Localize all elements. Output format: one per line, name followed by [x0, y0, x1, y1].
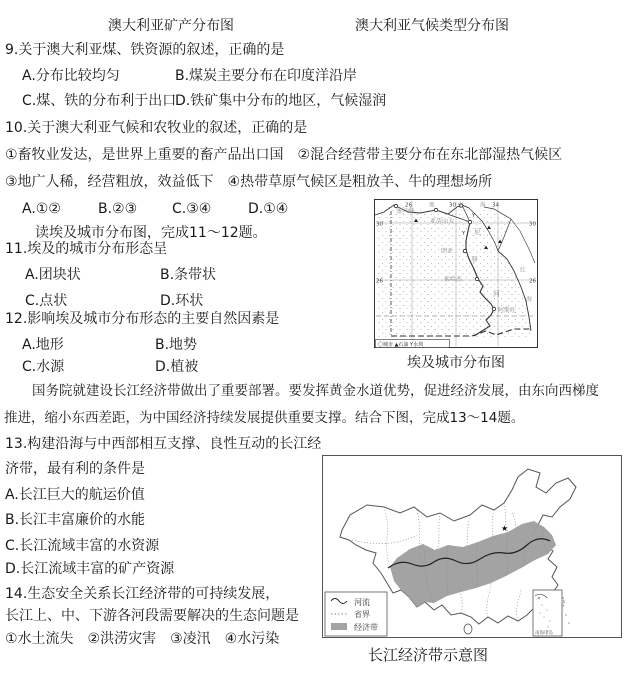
legend-belt-label: 经济带 — [354, 623, 378, 632]
q14-options: ①水土流失 ②洪涝灾害 ③凌汛 ④水污染 — [5, 631, 280, 647]
q10-answer-b: B.②③ — [98, 201, 138, 217]
caption-australia-climate: 澳大利亚气候类型分布图 — [355, 18, 509, 34]
lat-30-right: 30 — [529, 221, 536, 228]
q10-answer-d: D.①④ — [248, 201, 289, 217]
q9-option-d: D.铁矿集中分布的地区，气候湿润 — [175, 93, 387, 109]
q11-option-b: B.条带状 — [160, 267, 217, 283]
q10-statements-34: ③地广人稀，经营粗放，效益低下 ④热带草原气候区是粗放羊、牛的理想场所 — [5, 174, 493, 190]
lat-30-left: 30 — [376, 221, 383, 228]
q13-option-a: A.长江巨大的航运价值 — [5, 487, 145, 503]
q12-option-c: C.水源 — [22, 359, 65, 375]
q14-stem-line2: 长江上、中、下游各河段需要解决的生态问题是 — [5, 608, 299, 624]
lon-34-label: 34 — [492, 202, 499, 209]
island-dot — [568, 622, 569, 623]
south-sea-inset — [533, 590, 562, 636]
china-map-figure — [322, 455, 622, 638]
q11-option-d: D.环状 — [160, 293, 204, 309]
nile-char-1: 尼 — [474, 228, 481, 236]
q13-option-b: B.长江丰富廉价的水能 — [5, 512, 146, 528]
q10-answer-c: C.③④ — [172, 201, 212, 217]
egypt-intro-line: 读埃及城市分布图，完成11～12题。 — [35, 225, 267, 241]
lat-26-right: 26 — [529, 278, 536, 285]
dam-icon: Y — [462, 231, 466, 237]
q11-option-a: A.团块状 — [25, 267, 81, 283]
dam-icon: Y — [472, 213, 476, 219]
nile-char-2: 罗 — [471, 256, 478, 264]
q13-option-c: C.长江流域丰富的水资源 — [5, 538, 160, 554]
legend-province-label: 省界 — [354, 610, 370, 619]
q12-stem: 12.影响埃及城市分布形态的主要自然因素是 — [5, 311, 280, 327]
q13-stem-line1: 13.构建沿海与中西部相互支撑、良性互动的长江经 — [5, 436, 322, 452]
hainan-island — [464, 624, 472, 634]
q10-answer-a: A.①② — [22, 201, 61, 217]
q12-option-d: D.植被 — [155, 359, 199, 375]
sea-char-zhong: 中 — [458, 202, 464, 209]
china-map-caption: 长江经济带示意图 — [368, 646, 489, 664]
q10-stem: 10.关于澳大利亚气候和农牧业的叙述，正确的是 — [5, 120, 308, 136]
legend-river-label: 河流 — [354, 598, 370, 607]
egypt-legend-text: 〇城市 ▲石油 Y水坝 — [378, 341, 424, 348]
q12-option-b: B.地势 — [155, 337, 198, 353]
q9-option-a: A.分布比较均匀 — [22, 68, 120, 84]
city-label-sallum: 塞卢姆 — [396, 208, 415, 215]
red-sea-char-1: 红 — [520, 267, 527, 274]
q9-option-c: C.煤、铁的分布利于出口 — [22, 93, 177, 109]
city-label-minya: 明亚 — [441, 248, 454, 255]
egypt-cities-map — [374, 199, 538, 352]
q13-stem-line2: 济带，最有利的条件是 — [5, 461, 145, 477]
island-dot — [565, 614, 566, 615]
q13-option-d: D.长江流域丰富的矿产资源 — [5, 561, 175, 577]
lon-30-label: 30 — [449, 202, 456, 209]
city-label-sohag: 索哈杰 — [444, 276, 463, 283]
q10-statements-12: ①畜牧业发达，是世界上重要的畜产品出口国 ②混合经营带主要分布在东北部湿热气候区 — [5, 147, 563, 163]
red-sea-char-2: 海 — [526, 296, 533, 303]
q11-stem: 11.埃及的城市分布形态呈 — [5, 241, 168, 257]
inset-label: 南海诸岛 — [535, 631, 553, 636]
city-label-alexandria: 亚历山大 — [430, 218, 455, 225]
egypt-map-figure — [374, 199, 538, 348]
q9-stem: 9.关于澳大利亚煤、铁资源的叙述，正确的是 — [5, 42, 285, 58]
yangtze-belt-map — [322, 455, 622, 642]
caption-australia-mineral: 澳大利亚矿产分布图 — [108, 18, 234, 34]
beijing-star-icon: ★ — [501, 524, 509, 533]
yangtze-paragraph-line2: 推进，缩小东西差距，为中国经济持续发展提供重要支撑。结合下图，完成13～14题。 — [4, 410, 525, 426]
q14-stem-line1: 14.生态安全关系长江经济带的可持续发展， — [5, 586, 280, 602]
q9-option-b: B.煤炭主要分布在印度洋沿岸 — [175, 68, 358, 84]
egypt-map-caption: 埃及城市分布图 — [407, 355, 505, 371]
sea-char-hai: 海 — [480, 202, 486, 209]
nile-char-3: 河 — [493, 290, 500, 298]
q12-option-a: A.地形 — [22, 337, 64, 353]
q11-option-c: C.点状 — [25, 293, 68, 309]
city-label-aswan: 阿斯旺 — [498, 307, 517, 314]
lat-26-left: 26 — [376, 278, 383, 285]
yangtze-paragraph-line1: 国务院就建设长江经济带做出了重要部署。要发挥黄金水道优势，促进经济发展，由东向西梯度 — [32, 383, 599, 399]
sea-char-di: 地 — [429, 202, 435, 209]
belt-legend-icon — [331, 623, 347, 630]
lon-26-label: 26 — [405, 202, 412, 209]
china-legend-box — [325, 592, 387, 636]
